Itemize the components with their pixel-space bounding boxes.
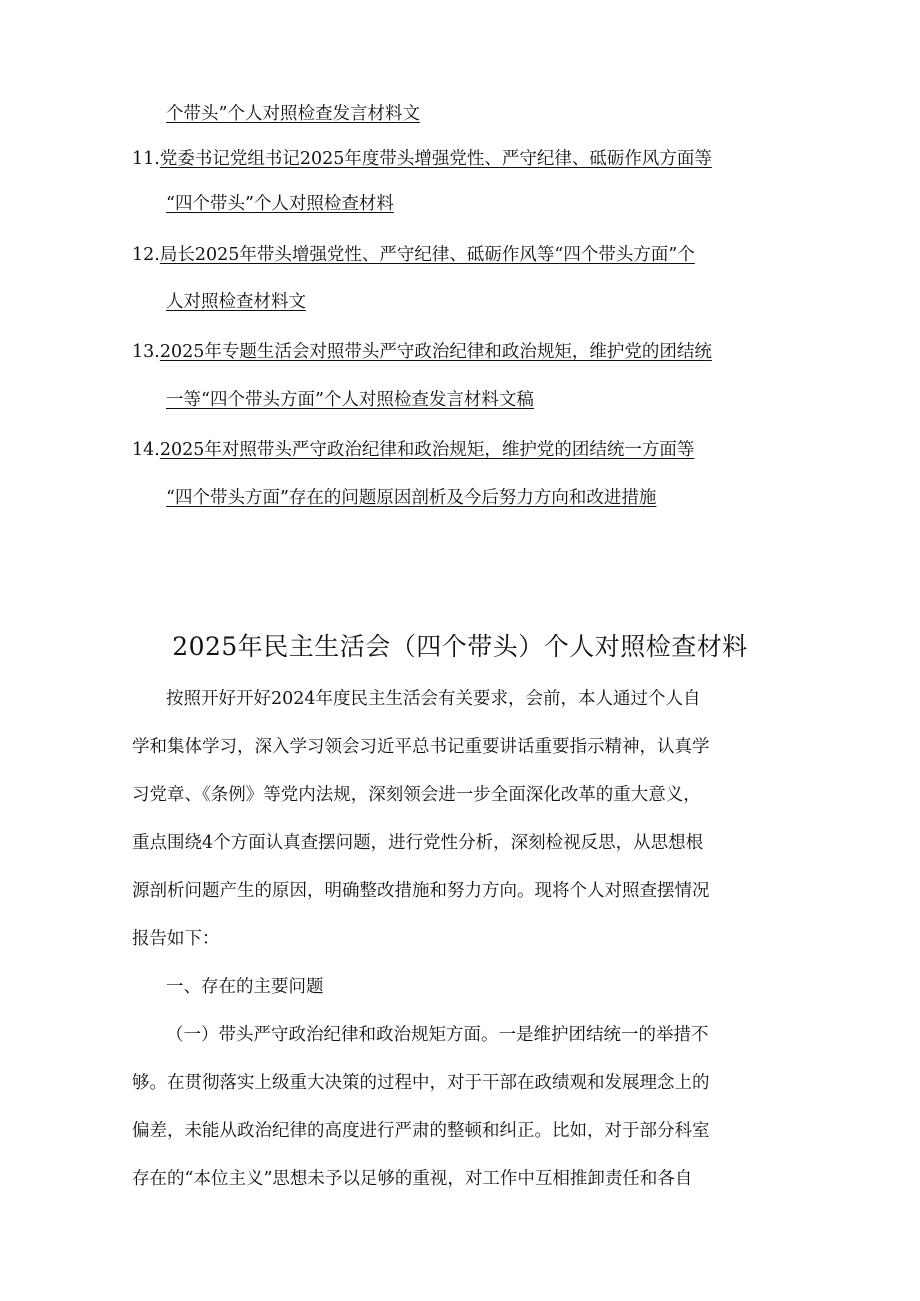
toc-item-12[interactable] [132, 243, 695, 267]
intro-paragraph-line: 按照开好开好2024年度民主生活会有关要求，会前，本人通过个人自 [166, 689, 701, 709]
section-heading: 一、存在的主要问题 [166, 977, 324, 997]
section-paragraph-line: （一）带头严守政治纪律和政治规矩方面。一是维护团结统一的举措不 [166, 1025, 709, 1045]
section-paragraph-line: 够。在贯彻落实上级重大决策的过程中，对于干部在政绩观和发展理念上的 [132, 1073, 710, 1093]
intro-paragraph-line: 重点围绕4个方面认真查摆问题，进行党性分析，深刻检视反思，从思想根 [132, 833, 704, 853]
intro-paragraph-line: 报告如下： [132, 929, 220, 949]
toc-item-13[interactable] [132, 340, 712, 364]
toc-item-10-continuation[interactable] [166, 102, 420, 126]
document-title: 2025年民主生活会（四个带头）个人对照检查材料 [172, 632, 748, 661]
toc-link-text[interactable]: “四个带头方面”存在的问题原因剖析及今后努力方向和改进措施 [166, 488, 657, 508]
toc-number: 11. [132, 149, 160, 169]
intro-paragraph-line: 学和集体学习，深入学习领会习近平总书记重要讲话重要指示精神，认真学 [132, 737, 710, 757]
toc-item-13-line-2[interactable] [166, 388, 534, 412]
intro-paragraph-line: 源剖析问题产生的原因，明确整改措施和努力方向。现将个人对照查摆情况 [132, 881, 710, 901]
toc-number: 13. [132, 342, 160, 362]
toc-item-11-line-2[interactable] [166, 192, 394, 216]
section-paragraph-line: 偏差，未能从政治纪律的高度进行严肃的整顿和纠正。比如，对于部分科室 [132, 1121, 710, 1141]
toc-link-text[interactable]: 一等“四个带头方面”个人对照检查发言材料文稿 [166, 390, 534, 410]
toc-item-14[interactable] [132, 438, 694, 462]
section-paragraph-line: 存在的“本位主义”思想未予以足够的重视，对工作中互相推卸责任和各自 [132, 1169, 693, 1189]
toc-item-11[interactable] [132, 147, 712, 171]
toc-number: 12. [132, 245, 160, 265]
toc-link-text[interactable]: 个带头”个人对照检查发言材料文 [166, 104, 420, 124]
toc-link-text[interactable]: “四个带头”个人对照检查材料 [166, 194, 394, 214]
toc-link-text[interactable]: 2025年专题生活会对照带头严守政治纪律和政治规矩，维护党的团结统 [159, 342, 712, 362]
toc-link-text[interactable]: 人对照检查材料文 [166, 292, 306, 312]
intro-paragraph-line: 习党章、《条例》等党内法规，深刻领会进一步全面深化改革的重大意义， [132, 785, 701, 805]
toc-link-text[interactable]: 局长2025年带头增强党性、严守纪律、砥砺作风等“四个带头方面”个 [159, 245, 695, 265]
toc-item-14-line-2[interactable] [166, 486, 656, 510]
toc-item-12-line-2[interactable] [166, 290, 306, 314]
toc-link-text[interactable]: 党委书记党组书记2025年度带头增强党性、严守纪律、砥砺作风方面等 [159, 149, 712, 169]
toc-number: 14. [132, 440, 160, 460]
toc-link-text[interactable]: 2025年对照带头严守政治纪律和政治规矩，维护党的团结统一方面等 [159, 440, 695, 460]
